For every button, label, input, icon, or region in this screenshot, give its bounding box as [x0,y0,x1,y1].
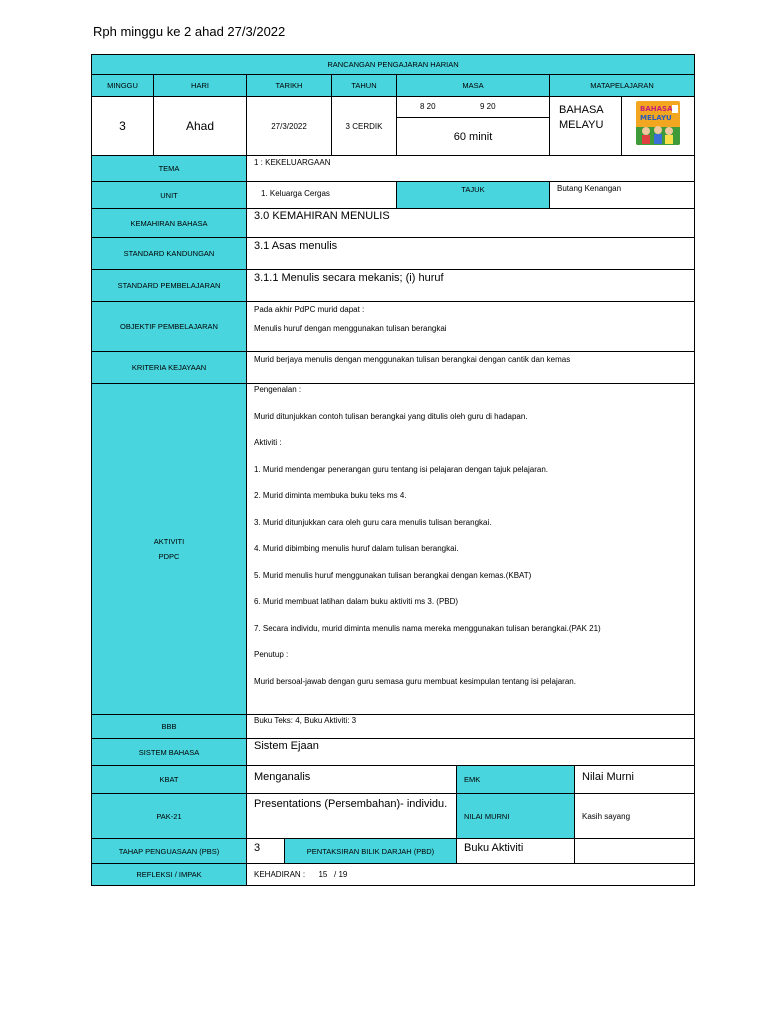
emk-label: EMK [457,766,575,794]
nilai-murni-label: NILAI MURNI [457,794,575,839]
sistem-bahasa-label: SISTEM BAHASA [92,739,247,766]
aktiviti-label [92,384,247,715]
standard-pembelajaran-value: 3.1.1 Menulis secara mekanis; (i) huruf [247,270,695,302]
aktiviti-list [247,384,695,715]
list-item: 3. Murid ditunjukkan cara oleh guru cara menulis tulisan berangkai. [254,517,492,527]
subject-header: MATAPELAJARAN [550,75,695,97]
tajuk-value: Butang Kenangan [550,182,695,209]
hari-header: HARI [154,75,247,97]
kbat-label: KBAT [92,766,247,794]
tahap-value: 3 [247,839,285,864]
standard-kandungan-label: STANDARD KANDUNGAN [92,238,247,270]
list-item: 5. Murid menulis huruf menggunakan tulisan berangkai dengan kemas.(KBAT) [254,570,532,580]
document-title: Rph minggu ke 2 ahad 27/3/2022 [93,24,286,39]
unit-label: UNIT [92,182,247,209]
kriteria-label: KRITERIA KEJAYAAN [92,352,247,384]
hari-value: Ahad [154,97,247,156]
list-item: 2. Murid diminta membuka buku teks ms 4. [254,491,407,500]
tema-label: TEMA [92,156,247,182]
svg-text:BAHASA: BAHASA [640,105,673,113]
tahun-header: TAHUN [332,75,397,97]
pak21-label: PAK-21 [92,794,247,839]
lesson-plan-table [91,54,695,886]
tema-value: 1 : KEKELUARGAAN [247,156,695,182]
nilai-murni-value: Kasih sayang [575,794,695,839]
masa-duration: 60 minit [397,118,550,156]
list-item: 4. Murid dibimbing menulis huruf dalam tulisan berangkai. [254,544,459,553]
aktiviti-label-2: PDPC [158,552,180,561]
list-item: Penutup : [254,650,289,659]
subject-logo-cell [622,97,695,156]
standard-kandungan-value: 3.1 Asas menulis [247,238,695,270]
pbd-value: Buku Aktiviti [457,839,575,864]
kemahiran-label: KEMAHIRAN BAHASA [92,209,247,238]
masa-time-range [397,97,550,118]
sistem-bahasa-value: Sistem Ejaan [247,739,695,766]
tajuk-label: TAJUK [397,182,550,209]
aktiviti-label-1: AKTIVITI [153,537,185,546]
list-item: Pengenalan : [254,385,302,394]
kbat-value: Menganalis [247,766,457,794]
unit-value: 1. Keluarga Cergas [247,182,397,209]
kemahiran-value: 3.0 KEMAHIRAN MENULIS [247,209,695,238]
objektif-intro: Pada akhir PdPC murid dapat : [254,305,365,314]
minggu-value: 3 [92,97,154,156]
refleksi-value: KEHADIRAN : 15 / 19 [247,864,695,886]
bbb-value: Buku Teks: 4, Buku Aktiviti: 3 [247,715,695,739]
objektif-label: OBJEKTIF PEMBELAJARAN [92,302,247,352]
list-item: Murid bersoal-jawab dengan guru semasa guru membuat kesimpulan tentang isi pelajaran. [254,676,576,686]
list-item: 6. Murid membuat latihan dalam buku aktiviti ms 3. (PBD) [254,597,459,606]
objektif-value: Menulis huruf dengan menggunakan tulisan berangkai [254,324,447,333]
tarikh-value: 27/3/2022 [247,97,332,156]
svg-text:MELAYU: MELAYU [640,114,672,122]
pak21-value: Presentations (Persembahan)- individu. [247,794,457,839]
textbook-cover-icon [636,101,680,145]
emk-value: Nilai Murni [575,766,695,794]
tahap-label: TAHAP PENGUASAAN (PBS) [92,839,247,864]
masa-end: 9 20 [480,102,496,111]
pbd-label: PENTAKSIRAN BILIK DARJAH (PBD) [285,839,457,864]
subject-value: BAHASA MELAYU [550,97,622,156]
standard-pembelajaran-label: STANDARD PEMBELAJARAN [92,270,247,302]
pbd-extra-cell [575,839,695,864]
tarikh-header: TARIKH [247,75,332,97]
list-item: Aktiviti : [254,438,282,447]
tahun-value: 3 CERDIK [332,97,397,156]
objektif-cell [247,302,695,352]
bbb-label: BBB [92,715,247,739]
list-item: 1. Murid mendengar penerangan guru tentang isi pelajaran dengan tajuk pelajaran. [254,464,548,474]
minggu-header: MINGGU [92,75,154,97]
masa-start: 8 20 [420,102,436,111]
table-title: RANCANGAN PENGAJARAN HARIAN [92,55,695,75]
masa-header: MASA [397,75,550,97]
list-item: Murid ditunjukkan contoh tulisan berangkai yang ditulis oleh guru di hadapan. [254,411,528,421]
list-item: 7. Secara individu, murid diminta menulis nama mereka menggunakan tulisan berangkai.(PAK 21) [254,623,601,633]
refleksi-label: REFLEKSI / IMPAK [92,864,247,886]
kriteria-value: Murid berjaya menulis dengan menggunakan tulisan berangkai dengan cantik dan kemas [247,352,695,384]
